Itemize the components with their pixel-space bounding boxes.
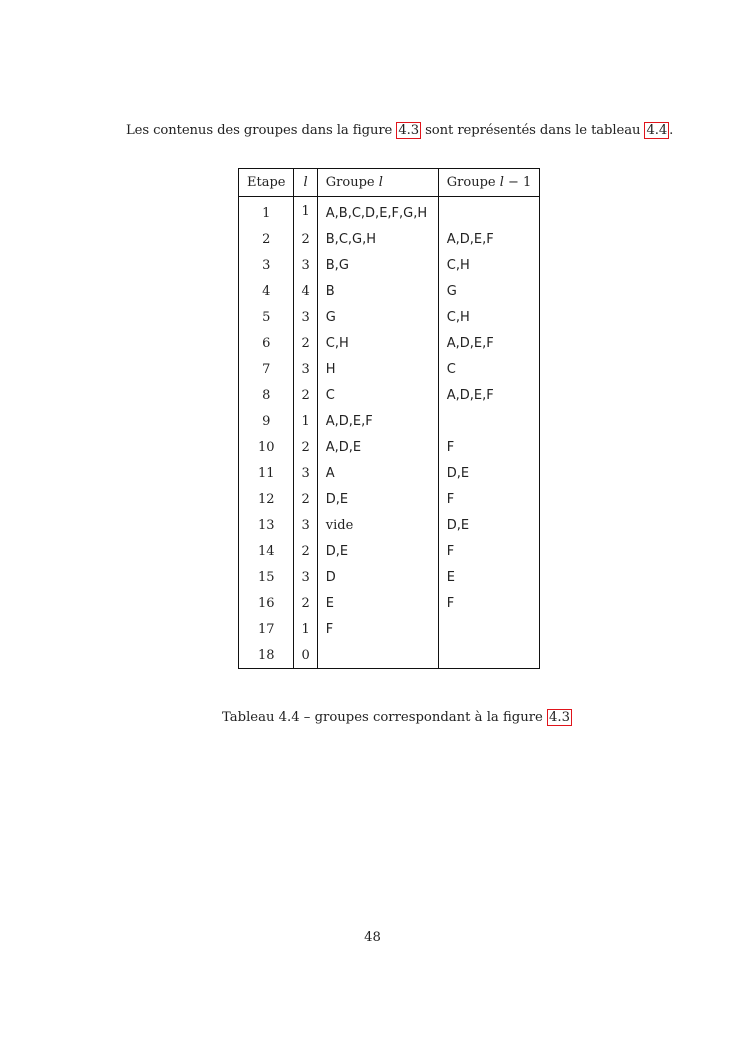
cell-groupe: D,E: [317, 486, 438, 512]
cell-groupe-prev: D,E: [438, 512, 540, 538]
cell-etape: 8: [239, 382, 294, 408]
cell-l: 2: [294, 434, 317, 460]
cell-groupe: A,D,E: [317, 434, 438, 460]
cell-groupe: [317, 642, 438, 669]
caption-figure-reference-link[interactable]: 4.3: [549, 710, 570, 726]
cell-l: 2: [294, 226, 317, 252]
cell-etape: 18: [239, 642, 294, 669]
cell-l: 2: [294, 486, 317, 512]
table-caption: [222, 709, 572, 726]
cell-l: 3: [294, 252, 317, 278]
cell-groupe-prev: A,D,E,F: [438, 330, 540, 356]
table-row: [239, 252, 540, 278]
cell-l: 2: [294, 590, 317, 616]
cell-etape: 4: [239, 278, 294, 304]
cell-groupe-prev: C,H: [438, 252, 540, 278]
cell-groupe: E: [317, 590, 438, 616]
cell-groupe: B: [317, 278, 438, 304]
cell-etape: 13: [239, 512, 294, 538]
cell-l: 0: [294, 642, 317, 669]
page-number: 48: [364, 930, 381, 945]
table-row: [239, 278, 540, 304]
table-row: [239, 197, 540, 227]
cell-etape: 2: [239, 226, 294, 252]
cell-etape: 1: [239, 197, 294, 227]
cell-l: 2: [294, 330, 317, 356]
table-body: [239, 197, 540, 669]
cell-etape: 16: [239, 590, 294, 616]
header-groupe-l: [317, 169, 438, 197]
table-row: [239, 486, 540, 512]
cell-l: 4: [294, 278, 317, 304]
cell-groupe: D,E: [317, 538, 438, 564]
cell-etape: 15: [239, 564, 294, 590]
cell-l: 3: [294, 356, 317, 382]
cell-l: 3: [294, 304, 317, 330]
table-row: [239, 382, 540, 408]
cell-etape: 3: [239, 252, 294, 278]
intro-text-middle: sont représentés dans le tableau: [421, 123, 645, 139]
cell-groupe-prev: [438, 197, 540, 227]
cell-l: 3: [294, 512, 317, 538]
table-row: [239, 538, 540, 564]
cell-groupe-prev: F: [438, 486, 540, 512]
cell-etape: 6: [239, 330, 294, 356]
cell-groupe: D: [317, 564, 438, 590]
cell-groupe: B,G: [317, 252, 438, 278]
header-groupe-l-var: l: [378, 175, 383, 190]
cell-groupe: C: [317, 382, 438, 408]
intro-text-after: .: [669, 123, 674, 139]
cell-etape: 9: [239, 408, 294, 434]
cell-groupe-prev: [438, 642, 540, 669]
header-groupe-l1-prefix: Groupe: [446, 175, 500, 190]
figure-reference-link[interactable]: 4.3: [398, 123, 420, 139]
header-groupe-l1-suffix: − 1: [503, 175, 532, 190]
cell-l: 3: [294, 460, 317, 486]
table-row: [239, 642, 540, 669]
cell-groupe-prev: F: [438, 434, 540, 460]
cell-groupe-prev: D,E: [438, 460, 540, 486]
table-row: [239, 226, 540, 252]
header-groupe-l-minus-1: [438, 169, 540, 197]
cell-l: 1: [294, 197, 317, 227]
cell-groupe: F: [317, 616, 438, 642]
table-row: [239, 460, 540, 486]
table-reference-link[interactable]: 4.4: [646, 123, 668, 139]
header-etape: Etape: [239, 169, 294, 197]
cell-etape: 5: [239, 304, 294, 330]
table-row: [239, 356, 540, 382]
header-groupe-l1-var: l: [499, 175, 504, 190]
cell-groupe: A,D,E,F: [317, 408, 438, 434]
intro-text-before: Les contenus des groupes dans la figure: [126, 123, 397, 139]
cell-groupe-prev: F: [438, 590, 540, 616]
cell-groupe-prev: [438, 616, 540, 642]
cell-groupe-prev: E: [438, 564, 540, 590]
table-row: [239, 512, 540, 538]
cell-l: 3: [294, 564, 317, 590]
header-l: l: [294, 169, 317, 197]
cell-groupe: vide: [317, 512, 438, 538]
cell-groupe: C,H: [317, 330, 438, 356]
cell-groupe: A,B,C,D,E,F,G,H: [317, 197, 438, 227]
cell-groupe-prev: F: [438, 538, 540, 564]
cell-l: 2: [294, 382, 317, 408]
intro-paragraph: [126, 122, 674, 139]
cell-l: 1: [294, 408, 317, 434]
cell-etape: 11: [239, 460, 294, 486]
cell-etape: 12: [239, 486, 294, 512]
cell-l: 1: [294, 616, 317, 642]
cell-groupe: B,C,G,H: [317, 226, 438, 252]
cell-etape: 14: [239, 538, 294, 564]
table-header-row: [239, 169, 540, 197]
cell-l: 2: [294, 538, 317, 564]
cell-etape: 7: [239, 356, 294, 382]
cell-groupe-prev: A,D,E,F: [438, 382, 540, 408]
table-row: [239, 616, 540, 642]
table-row: [239, 590, 540, 616]
cell-groupe-prev: C,H: [438, 304, 540, 330]
table-row: [239, 330, 540, 356]
cell-groupe-prev: A,D,E,F: [438, 226, 540, 252]
cell-etape: 10: [239, 434, 294, 460]
cell-groupe: A: [317, 460, 438, 486]
cell-groupe: H: [317, 356, 438, 382]
cell-groupe-prev: [438, 408, 540, 434]
table-row: [239, 304, 540, 330]
caption-text: Tableau 4.4 – groupes correspondant à la figure: [222, 710, 548, 726]
header-groupe-l-prefix: Groupe: [325, 175, 379, 190]
table-row: [239, 434, 540, 460]
cell-groupe-prev: C: [438, 356, 540, 382]
groups-table: [238, 168, 540, 669]
cell-groupe: G: [317, 304, 438, 330]
cell-groupe-prev: G: [438, 278, 540, 304]
cell-etape: 17: [239, 616, 294, 642]
table-row: [239, 564, 540, 590]
table-row: [239, 408, 540, 434]
